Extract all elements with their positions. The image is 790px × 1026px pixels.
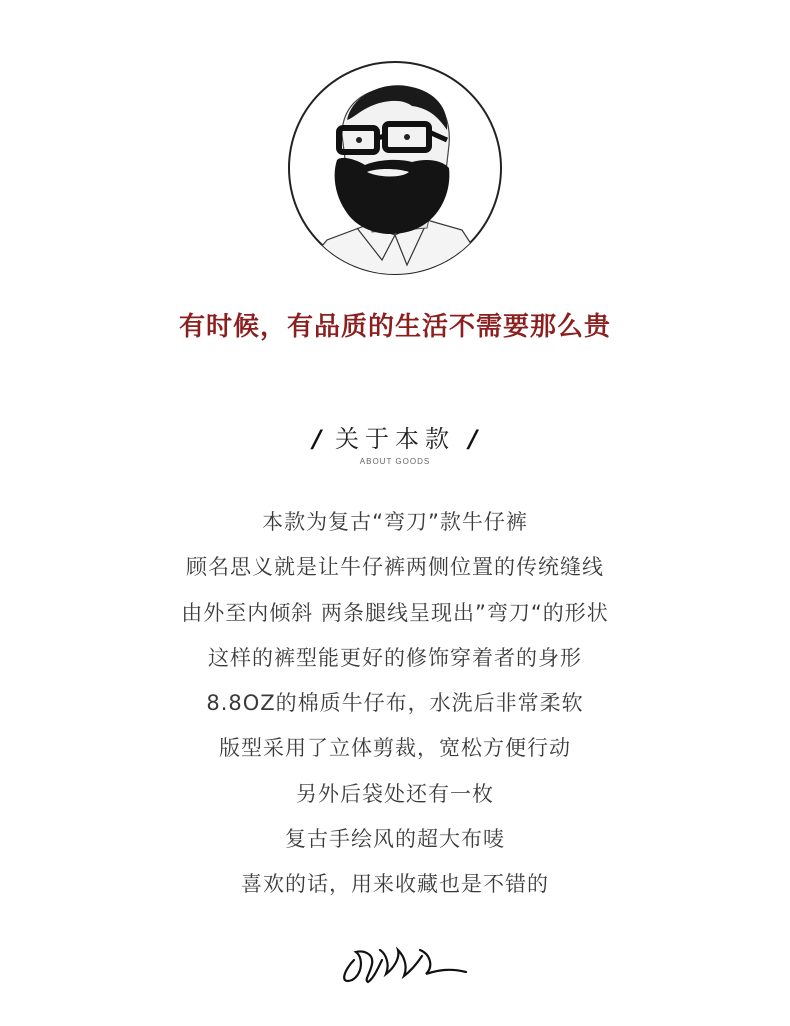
description-list (0, 500, 790, 908)
description-line: 顾名思义就是让牛仔裤两侧位置的传统缝线 (186, 555, 604, 580)
description-line: 这样的裤型能更好的修饰穿着者的身形 (208, 645, 582, 670)
avatar-portrait (287, 60, 503, 276)
tagline: 有时候，有品质的生活不需要那么贵 (178, 312, 611, 342)
section-title-text: 关于本款 (335, 425, 455, 453)
description-line: 8.8OZ的棉质牛仔布，水洗后非常柔软 (206, 691, 584, 716)
description-line: 另外后袋处还有一枚 (296, 781, 494, 806)
slash-right: / (468, 425, 478, 453)
description-line: 喜欢的话，用来收藏也是不错的 (241, 872, 549, 897)
slash-left: / (312, 425, 322, 453)
signature-icon (334, 930, 474, 990)
section-title (0, 419, 790, 454)
description-line: 本款为复古“弯刀”款牛仔裤 (262, 510, 528, 534)
description-line: 复古手绘风的超大布唛 (285, 827, 505, 852)
section-subtitle: ABOUT GOODS (359, 457, 431, 466)
bearded-man-icon (287, 60, 503, 276)
signature (334, 930, 474, 990)
description-line: 由外至内倾斜 两条腿线呈现出”弯刀“的形状 (181, 600, 609, 625)
description-line: 版型采用了立体剪裁，宽松方便行动 (219, 736, 571, 761)
